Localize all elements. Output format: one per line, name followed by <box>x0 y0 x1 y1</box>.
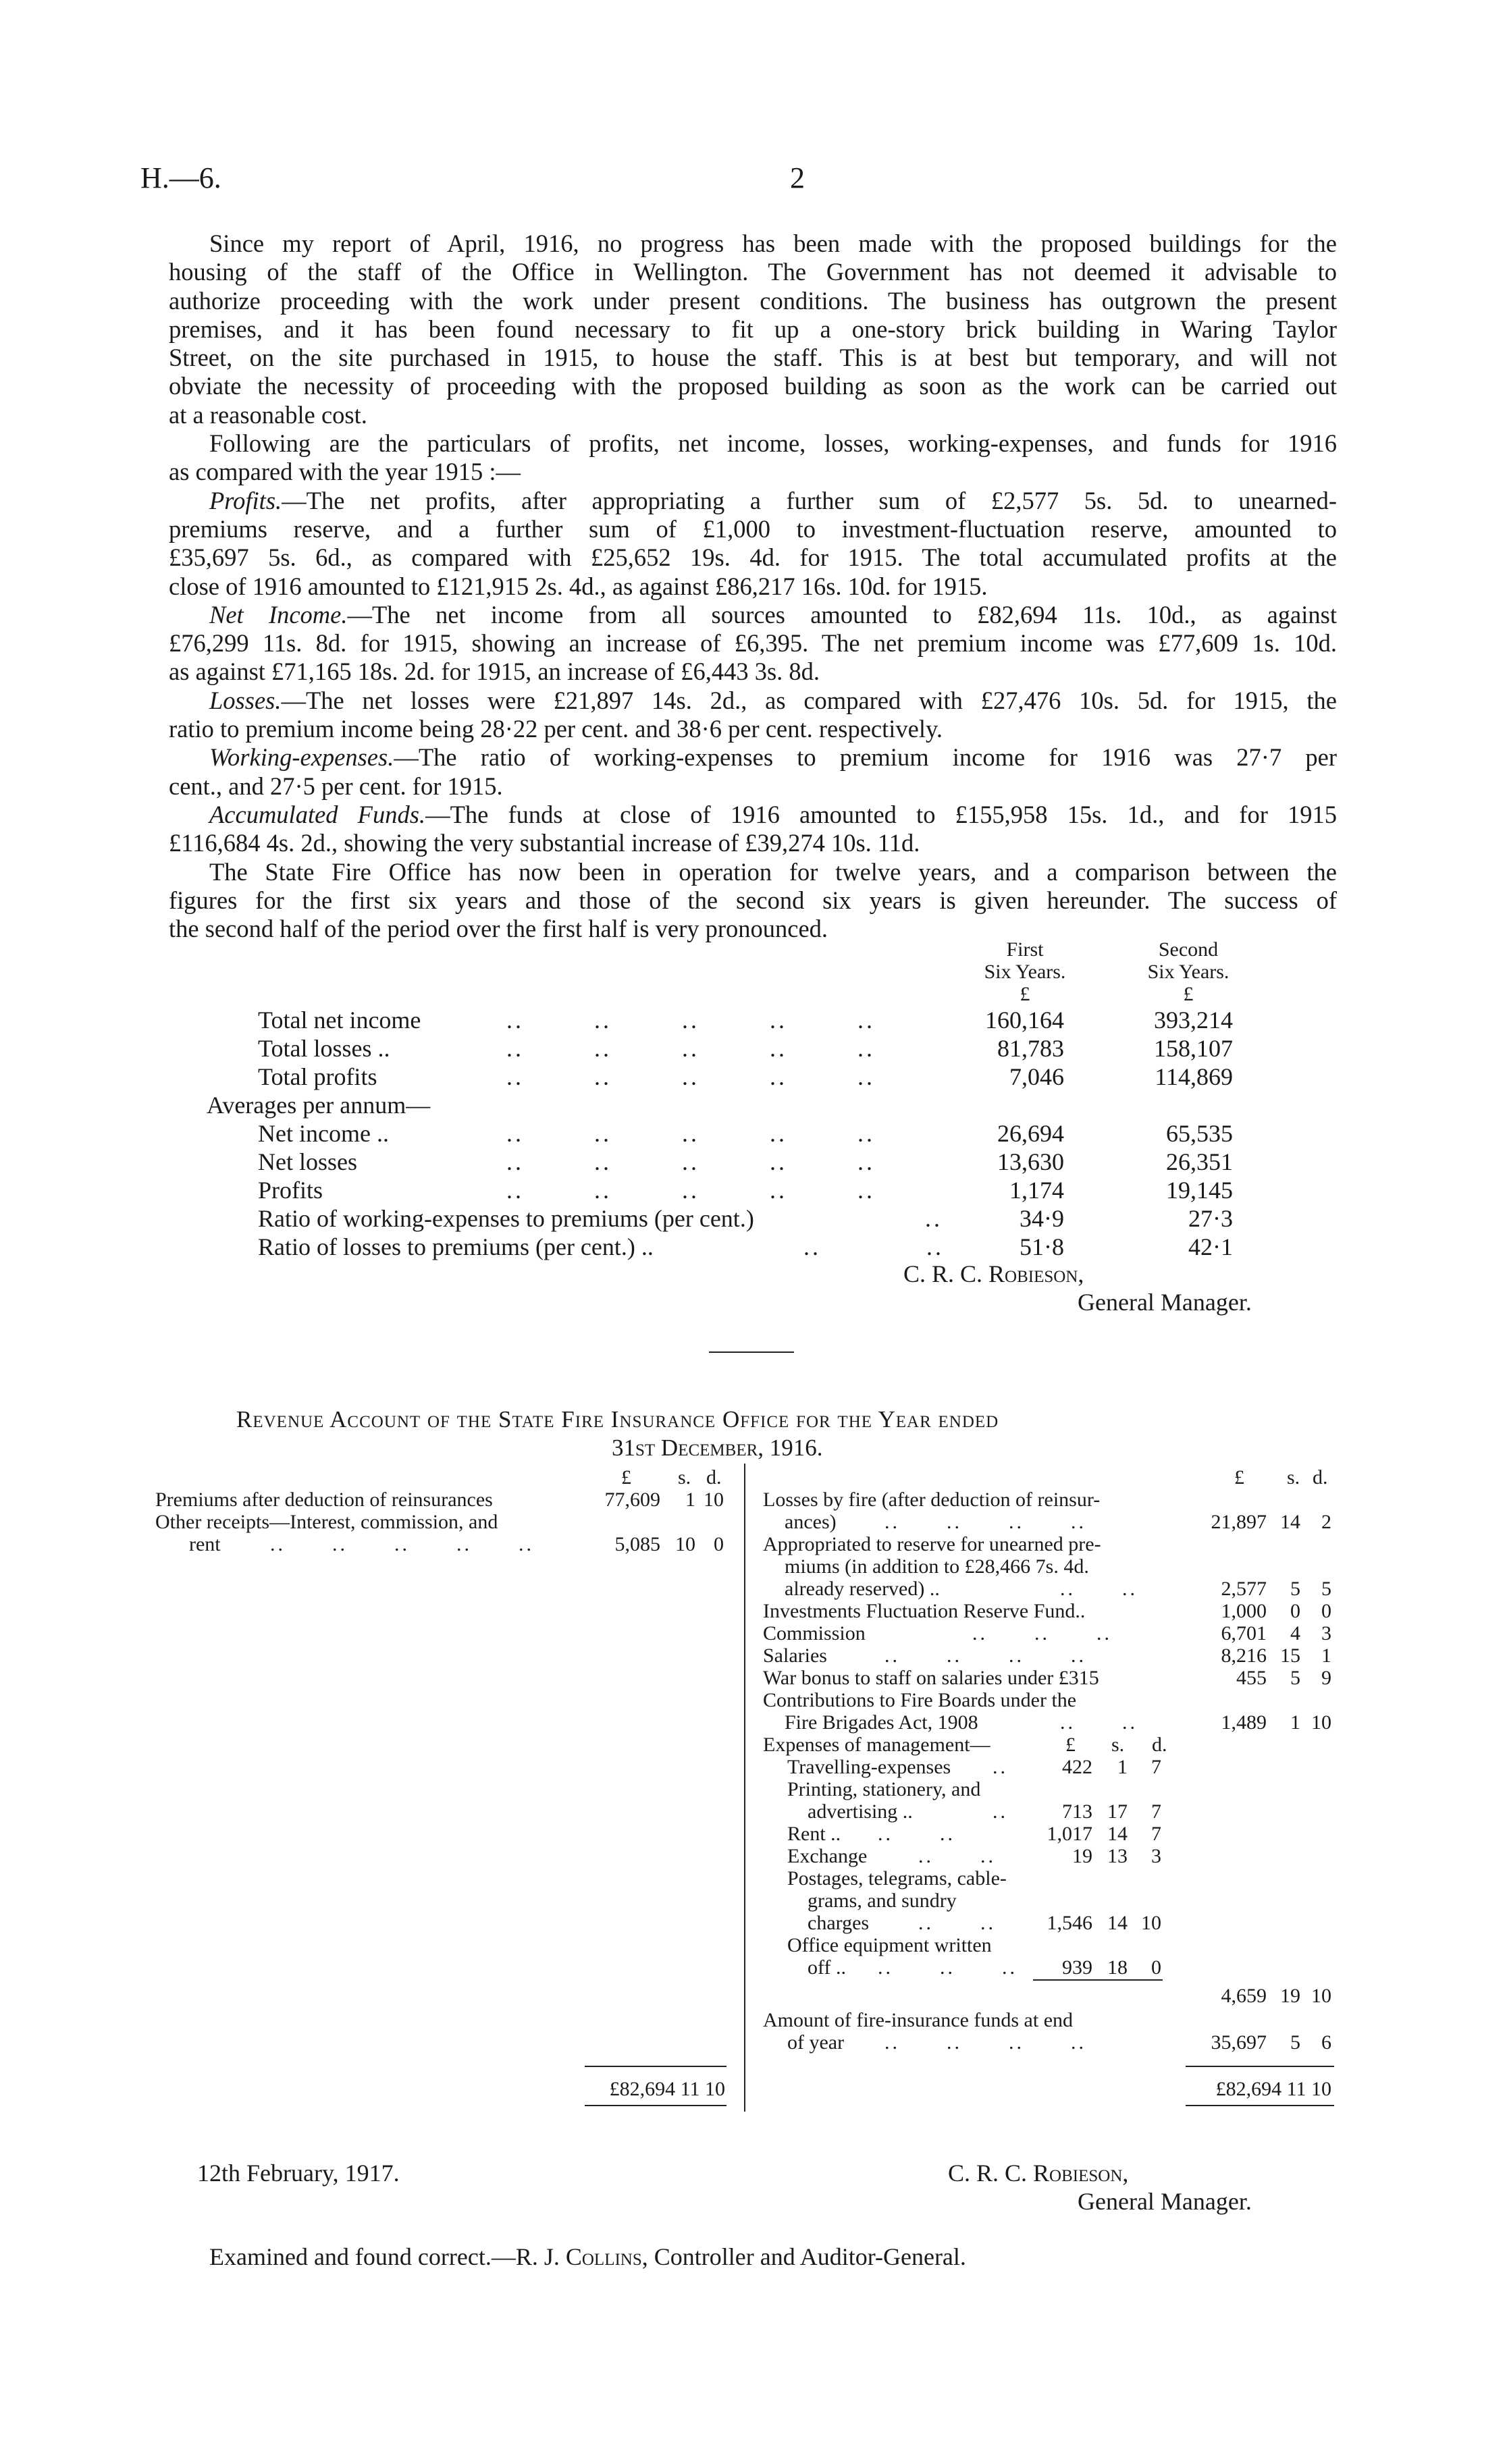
other-pounds: 5,085 <box>614 1533 660 1555</box>
body-line: the second half of the period over the first half is very pronounced. <box>169 915 828 943</box>
fund-amount-shillings: 5 <box>1290 2031 1300 2054</box>
other-pence: 0 <box>714 1533 724 1555</box>
row-label: Profits <box>258 1177 323 1204</box>
currency-shillings: s. <box>678 1466 691 1489</box>
premiums-label: Premiums after deduction of reinsurances <box>155 1489 493 1511</box>
rent-pence: 7 <box>1151 1823 1161 1845</box>
row-value-first: 26,694 <box>997 1120 1064 1147</box>
row-value-first: 51·8 <box>1020 1233 1064 1260</box>
body-line: Street, on the site purchased in 1915, to house the staff. This is at best but temporary, and will not <box>169 344 1337 372</box>
postages-shillings: 14 <box>1107 1912 1128 1934</box>
fire-boards-label: Contributions to Fire Boards under the <box>763 1689 1077 1711</box>
row-label: Total net income <box>258 1007 421 1034</box>
row-value-second: 26,351 <box>1166 1148 1233 1175</box>
premiums-pence: 10 <box>704 1489 724 1511</box>
section-divider <box>709 1351 794 1353</box>
office-equipment-label: off .. <box>808 1956 846 1979</box>
commission-label: Commission <box>763 1622 866 1644</box>
other-shillings: 10 <box>675 1533 695 1555</box>
row-label: Total losses .. <box>258 1035 390 1062</box>
postages-pence: 10 <box>1141 1912 1161 1934</box>
body-line: £35,697 5s. 6d., as compared with £25,652 19s. 4d. for 1915. The total accumulated profits at the <box>169 543 1337 572</box>
expenses-label: Expenses of management— <box>763 1734 990 1756</box>
account-divider <box>744 1464 745 2112</box>
postages-label: charges <box>808 1912 870 1934</box>
row-value-second: 42·1 <box>1188 1233 1233 1260</box>
currency-pound: £ <box>1234 1466 1244 1489</box>
footer-signature-name: C. R. C. Robieson, <box>948 2160 1129 2187</box>
body-line: £116,684 4s. 2d., showing the very substantial increase of £39,274 10s. 11d. <box>169 829 920 857</box>
col1-currency: £ <box>1020 983 1030 1005</box>
travelling-label: Travelling-expenses <box>787 1756 951 1778</box>
funds-line: Accumulated Funds.—The funds at close of 1916 amounted to £155,958 15s. 1d., and for 1915 <box>209 800 1337 828</box>
other-receipts-label: rent <box>189 1533 221 1555</box>
footer-signature-title: General Manager. <box>1078 2188 1252 2215</box>
col1-heading: Six Years. <box>984 961 1066 983</box>
body-line: ratio to premium income being 28·22 per cent. and 38·6 per cent. respectively. <box>169 715 943 743</box>
premiums-shillings: 1 <box>685 1489 695 1511</box>
col2-heading: Six Years. <box>1147 961 1230 983</box>
printing-shillings: 17 <box>1107 1800 1128 1823</box>
travelling-pounds: 422 <box>1062 1756 1092 1778</box>
currency-pound: £ <box>621 1466 631 1489</box>
currency-pence: d. <box>1152 1734 1167 1756</box>
fund-amount-label: of year <box>787 2031 845 2054</box>
body-line: Since my report of April, 1916, no progress has been made with the proposed buildings for the <box>209 230 1337 257</box>
row-value-second: 158,107 <box>1154 1035 1233 1062</box>
printing-label: Printing, stationery, and <box>787 1778 981 1800</box>
body-line: as compared with the year 1915 :— <box>169 458 521 486</box>
fire-pounds: 21,897 <box>1211 1511 1267 1533</box>
revenue-title: Revenue Account of the State Fire Insurance Office for the Year ended <box>236 1406 999 1432</box>
col1-heading: First <box>1006 938 1044 961</box>
salaries-pence: 1 <box>1321 1644 1331 1667</box>
exchange-pounds: 19 <box>1072 1845 1092 1867</box>
body-line: premises, and it has been found necessary to fit up a one-story brick building in Waring Taylor <box>169 315 1337 343</box>
funds-label: Accumulated Funds. <box>209 800 426 828</box>
expenses-total-pence: 10 <box>1311 1985 1331 2007</box>
commission-pounds: 6,701 <box>1221 1622 1267 1644</box>
investments-pounds: 1,000 <box>1221 1600 1267 1622</box>
fire-label: Losses by fire (after deduction of reinsur- <box>763 1489 1101 1511</box>
war-bonus-pounds: 455 <box>1236 1667 1267 1689</box>
page-number: 2 <box>790 161 805 194</box>
row-value-second: 114,869 <box>1155 1063 1233 1090</box>
body-line: housing of the staff of the Office in Wellington. The Government has not deemed it advisable to <box>169 258 1337 286</box>
fire-boards-pence: 10 <box>1311 1711 1331 1734</box>
office-equipment-label: Office equipment written <box>787 1934 992 1956</box>
postages-label: Postages, telegrams, cable- <box>787 1867 1007 1890</box>
fund-amount-pounds: 35,697 <box>1211 2031 1267 2054</box>
working-line: Working-expenses.—The ratio of working-expenses to premium income for 1916 was 27·7 per <box>209 743 1337 772</box>
currency-pence: d. <box>1313 1466 1328 1489</box>
reserve-shillings: 5 <box>1290 1578 1300 1600</box>
currency-pound: £ <box>1065 1734 1076 1756</box>
row-value-first: 34·9 <box>1020 1205 1064 1232</box>
printing-pence: 7 <box>1151 1800 1161 1823</box>
fire-label: ances) <box>785 1511 837 1533</box>
col2-heading: Second <box>1158 938 1219 961</box>
report-date: 12th February, 1917. <box>197 2160 400 2187</box>
working-label: Working-expenses. <box>209 743 394 772</box>
profits-line: Profits.—The net profits, after appropriating a further sum of £2,577 5s. 5d. to unearned- <box>209 486 1337 514</box>
fire-pence: 2 <box>1321 1511 1331 1533</box>
rent-shillings: 14 <box>1107 1823 1128 1845</box>
losses-label: Losses. <box>209 686 282 714</box>
rent-pounds: 1,017 <box>1047 1823 1092 1845</box>
fire-boards-label: Fire Brigades Act, 1908 <box>785 1711 978 1734</box>
row-value-first: 160,164 <box>985 1007 1064 1034</box>
fire-boards-shillings: 1 <box>1290 1711 1300 1734</box>
salaries-pounds: 8,216 <box>1221 1644 1267 1667</box>
signature-name: C. R. C. Robieson, <box>903 1260 1084 1287</box>
office-equipment-shillings: 18 <box>1107 1956 1128 1979</box>
row-value-second: 393,214 <box>1154 1007 1233 1034</box>
body-line: at a reasonable cost. <box>169 400 367 429</box>
rent-label: Rent .. <box>787 1823 841 1845</box>
war-bonus-label: War bonus to staff on salaries under £315 <box>763 1667 1099 1689</box>
other-receipts-label: Other receipts—Interest, commission, and <box>155 1511 498 1533</box>
commission-pence: 3 <box>1321 1622 1331 1644</box>
fund-amount-pence: 6 <box>1321 2031 1331 2054</box>
currency-shillings: s. <box>1287 1466 1300 1489</box>
investments-shillings: 0 <box>1290 1600 1300 1622</box>
row-label: Ratio of working-expenses to premiums (per cent.) <box>258 1205 754 1232</box>
travelling-pence: 7 <box>1151 1756 1161 1778</box>
expenses-total-pounds: 4,659 <box>1221 1985 1267 2007</box>
body-line: authorize proceeding with the work under present conditions. The business has outgrown the present <box>169 286 1337 315</box>
war-bonus-pence: 9 <box>1321 1667 1331 1689</box>
office-equipment-pence: 0 <box>1151 1956 1161 1979</box>
office-equipment-pounds: 939 <box>1062 1956 1092 1979</box>
payments-total: £82,694 11 10 <box>1215 2078 1331 2100</box>
reserve-label: already reserved) .. <box>785 1578 940 1600</box>
salaries-shillings: 15 <box>1280 1644 1300 1667</box>
row-label: Total profits <box>258 1063 377 1090</box>
postages-pounds: 1,546 <box>1047 1912 1092 1934</box>
printing-label: advertising .. <box>808 1800 913 1823</box>
fire-boards-pounds: 1,489 <box>1221 1711 1267 1734</box>
exchange-pence: 3 <box>1151 1845 1161 1867</box>
reserve-pounds: 2,577 <box>1221 1578 1267 1600</box>
war-bonus-shillings: 5 <box>1290 1667 1300 1689</box>
losses-line: Losses.—The net losses were £21,897 14s. 2d., as compared with £27,476 10s. 5d. for 1915, the <box>209 686 1337 714</box>
exchange-label: Exchange <box>787 1845 868 1867</box>
auditor-name: R. J. Collins <box>515 2243 642 2270</box>
investments-pence: 0 <box>1321 1600 1331 1622</box>
body-line: Following are the particulars of profits, net income, losses, working-expenses, and funds for 1916 <box>209 429 1337 458</box>
currency-pence: d. <box>706 1466 722 1489</box>
reserve-pence: 5 <box>1321 1578 1331 1600</box>
body-line: as against £71,165 18s. 2d. for 1915, an increase of £6,443 3s. 8d. <box>169 658 820 686</box>
expenses-total-shillings: 19 <box>1280 1985 1300 2007</box>
commission-shillings: 4 <box>1290 1622 1300 1644</box>
row-value-second: 19,145 <box>1166 1177 1233 1204</box>
investments-label: Investments Fluctuation Reserve Fund.. <box>763 1600 1086 1622</box>
row-label: Ratio of losses to premiums (per cent.) .. <box>258 1233 654 1260</box>
row-value-second: 27·3 <box>1188 1205 1233 1232</box>
reserve-label: Appropriated to reserve for unearned pre- <box>763 1533 1101 1555</box>
body-line: obviate the necessity of proceeding with the proposed building as soon as the work can be carried out <box>169 372 1337 400</box>
report-body <box>169 230 1337 943</box>
audit-note: Examined and found correct.—R. J. Collins, Controller and Auditor-General. <box>209 2243 966 2270</box>
printing-pounds: 713 <box>1062 1800 1092 1823</box>
row-label: Net income .. <box>258 1120 389 1147</box>
reserve-label: miums (in addition to £28,466 7s. 4d. <box>785 1555 1089 1578</box>
body-line: cent., and 27·5 per cent. for 1915. <box>169 772 503 800</box>
body-line: premiums reserve, and a further sum of £1,000 to investment-fluctuation reserve, amounted to <box>169 514 1337 543</box>
row-value-first: 1,174 <box>1009 1177 1064 1204</box>
page-reference: H.—6. <box>140 161 221 194</box>
fire-shillings: 14 <box>1280 1511 1300 1533</box>
salaries-label: Salaries <box>763 1644 827 1667</box>
body-line: close of 1916 amounted to £121,915 2s. 4d., as against £86,217 16s. 10d. for 1915. <box>169 572 988 600</box>
signature-title: General Manager. <box>1078 1289 1252 1316</box>
row-label: Net losses <box>258 1148 357 1175</box>
revenue-subtitle: 31st December, 1916. <box>612 1435 823 1461</box>
receipts-total: £82,694 11 10 <box>609 2078 725 2100</box>
exchange-shillings: 13 <box>1107 1845 1128 1867</box>
row-value-first: 81,783 <box>997 1035 1064 1062</box>
averages-heading: Averages per annum— <box>207 1092 431 1119</box>
row-value-first: 7,046 <box>1009 1063 1064 1090</box>
row-value-first: 13,630 <box>997 1148 1064 1175</box>
fund-amount-label: Amount of fire-insurance funds at end <box>763 2009 1074 2031</box>
row-value-second: 65,535 <box>1166 1120 1233 1147</box>
body-line: figures for the first six years and those of the second six years is given hereunder. The success of <box>169 886 1337 914</box>
profits-label: Profits. <box>209 486 282 514</box>
premiums-pounds: 77,609 <box>604 1489 660 1511</box>
currency-shillings: s. <box>1111 1734 1125 1756</box>
postages-label: grams, and sundry <box>808 1890 957 1912</box>
income-label: Net Income. <box>209 600 348 628</box>
income-line: Net Income.—The net income from all sources amounted to £82,694 11s. 10d., as against <box>209 600 1337 628</box>
col2-currency: £ <box>1183 983 1194 1005</box>
body-line: £76,299 11s. 8d. for 1915, showing an increase of £6,395. The net premium income was £77,609 1s. 10d. <box>169 629 1337 658</box>
travelling-shillings: 1 <box>1117 1756 1128 1778</box>
body-line: The State Fire Office has now been in operation for twelve years, and a comparison between the <box>209 857 1337 886</box>
